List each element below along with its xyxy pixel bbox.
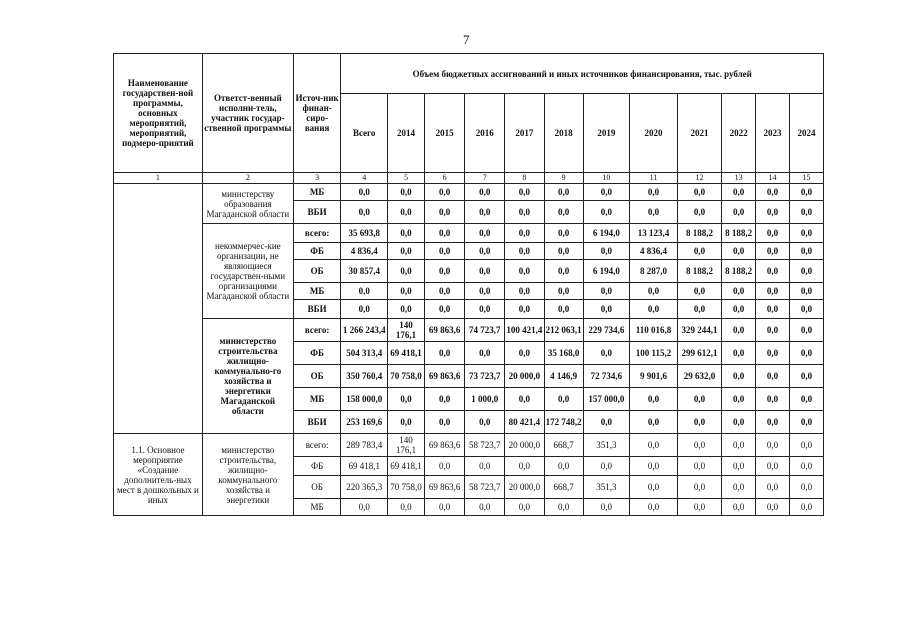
value-cell: 229 734,6 (583, 319, 630, 342)
value-cell: 0,0 (756, 319, 790, 342)
value-cell: 70 758,0 (387, 476, 424, 499)
value-cell: 0,0 (722, 457, 756, 476)
source-cell: ВБИ (293, 411, 341, 434)
value-cell: 0,0 (341, 201, 388, 224)
value-cell: 0,0 (756, 499, 790, 516)
value-cell: 0,0 (722, 184, 756, 201)
source-cell: ФБ (293, 342, 341, 365)
header-year: 2019 (583, 94, 630, 173)
value-cell: 0,0 (677, 388, 721, 411)
value-cell: 0,0 (424, 201, 464, 224)
value-cell: 0,0 (505, 283, 544, 300)
source-cell: МБ (293, 388, 341, 411)
column-number: 9 (544, 173, 583, 184)
value-cell: 0,0 (583, 243, 630, 260)
value-cell: 0,0 (756, 434, 790, 457)
value-cell: 0,0 (544, 201, 583, 224)
value-cell: 0,0 (756, 243, 790, 260)
value-cell: 1 266 243,4 (341, 319, 388, 342)
value-cell: 0,0 (387, 243, 424, 260)
value-cell: 0,0 (722, 365, 756, 388)
value-cell: 0,0 (424, 184, 464, 201)
value-cell: 0,0 (583, 184, 630, 201)
value-cell: 0,0 (756, 365, 790, 388)
value-cell: 13 123,4 (630, 224, 678, 243)
value-cell: 35 168,0 (544, 342, 583, 365)
value-cell: 0,0 (387, 411, 424, 434)
value-cell: 0,0 (756, 201, 790, 224)
value-cell: 0,0 (677, 411, 721, 434)
value-cell: 220 365,3 (341, 476, 388, 499)
column-number: 14 (756, 173, 790, 184)
value-cell: 80 421,4 (505, 411, 544, 434)
value-cell: 0,0 (677, 283, 721, 300)
value-cell: 9 901,6 (630, 365, 678, 388)
value-cell: 0,0 (387, 201, 424, 224)
value-cell: 0,0 (583, 499, 630, 516)
value-cell: 157 000,0 (583, 388, 630, 411)
value-cell: 0,0 (465, 300, 505, 319)
value-cell: 0,0 (465, 184, 505, 201)
value-cell: 0,0 (789, 457, 823, 476)
value-cell: 72 734,6 (583, 365, 630, 388)
value-cell: 0,0 (722, 388, 756, 411)
value-cell: 69 863,6 (424, 365, 464, 388)
value-cell: 140 176,1 (387, 319, 424, 342)
header-year: 2023 (756, 94, 790, 173)
value-cell: 0,0 (789, 184, 823, 201)
value-cell: 29 632,0 (677, 365, 721, 388)
column-number: 2 (202, 173, 293, 184)
value-cell: 0,0 (722, 499, 756, 516)
header-budget-span: Объем бюджетных ассигнований и иных источников финансирования, тыс. рублей (341, 54, 824, 94)
value-cell: 35 693,8 (341, 224, 388, 243)
executor-cell: некоммерчес-кие организации, не являющиеся государствен-ными организациями Магаданской области (202, 224, 293, 319)
source-cell: всего: (293, 319, 341, 342)
value-cell: 212 063,1 (544, 319, 583, 342)
value-cell: 329 244,1 (677, 319, 721, 342)
value-cell: 0,0 (505, 184, 544, 201)
source-cell: ОБ (293, 476, 341, 499)
value-cell: 110 016,8 (630, 319, 678, 342)
value-cell: 0,0 (505, 224, 544, 243)
value-cell: 8 287,0 (630, 260, 678, 283)
value-cell: 58 723,7 (465, 476, 505, 499)
value-cell: 1 000,0 (465, 388, 505, 411)
value-cell: 0,0 (544, 457, 583, 476)
value-cell: 69 418,1 (387, 457, 424, 476)
value-cell: 0,0 (630, 201, 678, 224)
value-cell: 351,3 (583, 434, 630, 457)
value-cell: 0,0 (789, 411, 823, 434)
header-program-name: Наименование государствен-ной программы, основных мероприятий, мероприятий, подмеро-приятий (114, 54, 203, 173)
value-cell: 0,0 (677, 476, 721, 499)
value-cell: 0,0 (789, 243, 823, 260)
value-cell: 0,0 (424, 283, 464, 300)
value-cell: 668,7 (544, 476, 583, 499)
value-cell: 0,0 (387, 260, 424, 283)
column-number: 10 (583, 173, 630, 184)
header-source: Источ-ник финан-сиро-вания (293, 54, 341, 173)
value-cell: 0,0 (544, 184, 583, 201)
value-cell: 0,0 (544, 499, 583, 516)
value-cell: 0,0 (465, 457, 505, 476)
value-cell: 0,0 (630, 499, 678, 516)
value-cell: 0,0 (789, 319, 823, 342)
value-cell: 140 176,1 (387, 434, 424, 457)
value-cell: 20 000,0 (505, 476, 544, 499)
value-cell: 0,0 (756, 388, 790, 411)
value-cell: 4 836,4 (341, 243, 388, 260)
executor-cell: министерству образования Магаданской области (202, 184, 293, 224)
table-row (114, 434, 824, 457)
value-cell: 0,0 (465, 260, 505, 283)
value-cell: 0,0 (677, 201, 721, 224)
value-cell: 0,0 (722, 411, 756, 434)
column-number: 8 (505, 173, 544, 184)
header-year: 2017 (505, 94, 544, 173)
value-cell: 0,0 (387, 499, 424, 516)
value-cell: 0,0 (722, 201, 756, 224)
value-cell: 0,0 (505, 300, 544, 319)
column-number: 12 (677, 173, 721, 184)
value-cell: 0,0 (465, 342, 505, 365)
header-year: Всего (341, 94, 388, 173)
value-cell: 351,3 (583, 476, 630, 499)
value-cell: 668,7 (544, 434, 583, 457)
value-cell: 0,0 (630, 300, 678, 319)
value-cell: 0,0 (722, 476, 756, 499)
value-cell: 0,0 (789, 476, 823, 499)
header-executor: Ответст-венный исполни-тель, участник государ-ственной программы (202, 54, 293, 173)
program-name-cell: 1.1. Основное мероприятие «Создание дополнитель-ных мест в дошкольных и иных (114, 434, 203, 516)
value-cell: 172 748,2 (544, 411, 583, 434)
value-cell: 74 723,7 (465, 319, 505, 342)
value-cell: 0,0 (424, 243, 464, 260)
source-cell: ФБ (293, 457, 341, 476)
value-cell: 0,0 (756, 457, 790, 476)
value-cell: 0,0 (789, 201, 823, 224)
value-cell: 289 783,4 (341, 434, 388, 457)
header-year: 2021 (677, 94, 721, 173)
value-cell: 0,0 (505, 457, 544, 476)
value-cell: 0,0 (465, 411, 505, 434)
value-cell: 0,0 (630, 411, 678, 434)
source-cell: ОБ (293, 260, 341, 283)
value-cell: 0,0 (387, 184, 424, 201)
value-cell: 0,0 (789, 260, 823, 283)
value-cell: 8 188,2 (677, 260, 721, 283)
value-cell: 0,0 (630, 476, 678, 499)
value-cell: 0,0 (544, 224, 583, 243)
value-cell: 0,0 (505, 388, 544, 411)
column-number: 3 (293, 173, 341, 184)
value-cell: 0,0 (630, 283, 678, 300)
value-cell: 0,0 (424, 411, 464, 434)
value-cell: 0,0 (722, 300, 756, 319)
value-cell: 0,0 (722, 434, 756, 457)
value-cell: 0,0 (387, 283, 424, 300)
value-cell: 69 863,6 (424, 319, 464, 342)
header-year: 2020 (630, 94, 678, 173)
value-cell: 0,0 (505, 201, 544, 224)
column-number: 7 (465, 173, 505, 184)
value-cell: 0,0 (722, 283, 756, 300)
value-cell: 0,0 (756, 342, 790, 365)
value-cell: 0,0 (789, 224, 823, 243)
table-row (114, 224, 824, 243)
value-cell: 0,0 (583, 411, 630, 434)
value-cell: 0,0 (630, 388, 678, 411)
value-cell: 0,0 (424, 499, 464, 516)
table-row (114, 184, 824, 201)
source-cell: всего: (293, 434, 341, 457)
value-cell: 8 188,2 (722, 260, 756, 283)
value-cell: 0,0 (341, 283, 388, 300)
program-name-cell (114, 184, 203, 434)
value-cell: 0,0 (677, 184, 721, 201)
source-cell: МБ (293, 283, 341, 300)
value-cell: 8 188,2 (722, 224, 756, 243)
value-cell: 8 188,2 (677, 224, 721, 243)
value-cell: 0,0 (583, 201, 630, 224)
value-cell: 0,0 (465, 243, 505, 260)
column-number: 6 (424, 173, 464, 184)
value-cell: 0,0 (722, 319, 756, 342)
value-cell: 20 000,0 (505, 365, 544, 388)
column-number: 4 (341, 173, 388, 184)
value-cell: 0,0 (677, 457, 721, 476)
value-cell: 73 723,7 (465, 365, 505, 388)
table-row (114, 319, 824, 342)
header-year: 2018 (544, 94, 583, 173)
value-cell: 0,0 (544, 283, 583, 300)
value-cell: 0,0 (424, 342, 464, 365)
value-cell: 504 313,4 (341, 342, 388, 365)
value-cell: 0,0 (789, 434, 823, 457)
value-cell: 70 758,0 (387, 365, 424, 388)
budget-table (113, 53, 824, 516)
column-number: 11 (630, 173, 678, 184)
value-cell: 0,0 (341, 300, 388, 319)
value-cell: 0,0 (465, 283, 505, 300)
source-cell: ВБИ (293, 201, 341, 224)
value-cell: 6 194,0 (583, 260, 630, 283)
value-cell: 69 863,6 (424, 476, 464, 499)
column-number: 13 (722, 173, 756, 184)
page-number: 7 (463, 32, 470, 47)
value-cell: 0,0 (544, 260, 583, 283)
value-cell: 0,0 (544, 388, 583, 411)
executor-cell: министерство строительства, жилищно-коммунального хозяйства и энергетики (202, 434, 293, 516)
source-cell: ОБ (293, 365, 341, 388)
value-cell: 0,0 (722, 243, 756, 260)
value-cell: 0,0 (505, 243, 544, 260)
value-cell: 0,0 (756, 184, 790, 201)
value-cell: 0,0 (544, 243, 583, 260)
value-cell: 0,0 (387, 388, 424, 411)
value-cell: 100 421,4 (505, 319, 544, 342)
value-cell: 0,0 (583, 342, 630, 365)
source-cell: ВБИ (293, 300, 341, 319)
value-cell: 0,0 (341, 499, 388, 516)
value-cell: 0,0 (677, 300, 721, 319)
value-cell: 0,0 (789, 365, 823, 388)
value-cell: 0,0 (789, 342, 823, 365)
value-cell: 100 115,2 (630, 342, 678, 365)
value-cell: 0,0 (756, 283, 790, 300)
value-cell: 0,0 (424, 300, 464, 319)
value-cell: 0,0 (722, 342, 756, 365)
header-year: 2014 (387, 94, 424, 173)
value-cell: 0,0 (583, 457, 630, 476)
value-cell: 20 000,0 (505, 434, 544, 457)
value-cell: 0,0 (341, 184, 388, 201)
value-cell: 69 418,1 (387, 342, 424, 365)
value-cell: 4 146,9 (544, 365, 583, 388)
value-cell: 0,0 (387, 224, 424, 243)
value-cell: 299 612,1 (677, 342, 721, 365)
value-cell: 69 863,6 (424, 434, 464, 457)
value-cell: 0,0 (756, 411, 790, 434)
value-cell: 6 194,0 (583, 224, 630, 243)
value-cell: 253 169,6 (341, 411, 388, 434)
value-cell: 30 857,4 (341, 260, 388, 283)
value-cell: 0,0 (789, 499, 823, 516)
value-cell: 158 000,0 (341, 388, 388, 411)
column-number: 5 (387, 173, 424, 184)
source-cell: всего: (293, 224, 341, 243)
value-cell: 0,0 (465, 499, 505, 516)
column-number: 1 (114, 173, 203, 184)
header-year: 2024 (789, 94, 823, 173)
value-cell: 0,0 (465, 201, 505, 224)
value-cell: 0,0 (424, 388, 464, 411)
value-cell: 350 760,4 (341, 365, 388, 388)
value-cell: 0,0 (544, 300, 583, 319)
value-cell: 0,0 (789, 388, 823, 411)
value-cell: 0,0 (677, 434, 721, 457)
value-cell: 0,0 (583, 283, 630, 300)
value-cell: 0,0 (756, 300, 790, 319)
value-cell: 0,0 (756, 476, 790, 499)
value-cell: 0,0 (756, 224, 790, 243)
value-cell: 0,0 (465, 224, 505, 243)
value-cell: 0,0 (583, 300, 630, 319)
value-cell: 0,0 (424, 457, 464, 476)
column-number: 15 (789, 173, 823, 184)
value-cell: 0,0 (387, 300, 424, 319)
value-cell: 0,0 (505, 342, 544, 365)
value-cell: 4 836,4 (630, 243, 678, 260)
value-cell: 0,0 (630, 184, 678, 201)
value-cell: 0,0 (424, 224, 464, 243)
value-cell: 0,0 (756, 260, 790, 283)
value-cell: 0,0 (789, 283, 823, 300)
value-cell: 0,0 (424, 260, 464, 283)
value-cell: 0,0 (677, 243, 721, 260)
value-cell: 58 723,7 (465, 434, 505, 457)
source-cell: МБ (293, 184, 341, 201)
source-cell: МБ (293, 499, 341, 516)
executor-cell: министерство строительства жилищно-коммунально-го хозяйства и энергетики Магаданской области (202, 319, 293, 434)
source-cell: ФБ (293, 243, 341, 260)
value-cell: 0,0 (677, 499, 721, 516)
value-cell: 0,0 (630, 434, 678, 457)
value-cell: 0,0 (505, 499, 544, 516)
header-year: 2022 (722, 94, 756, 173)
value-cell: 0,0 (789, 300, 823, 319)
value-cell: 69 418,1 (341, 457, 388, 476)
value-cell: 0,0 (630, 457, 678, 476)
header-year: 2016 (465, 94, 505, 173)
value-cell: 0,0 (505, 260, 544, 283)
header-year: 2015 (424, 94, 464, 173)
